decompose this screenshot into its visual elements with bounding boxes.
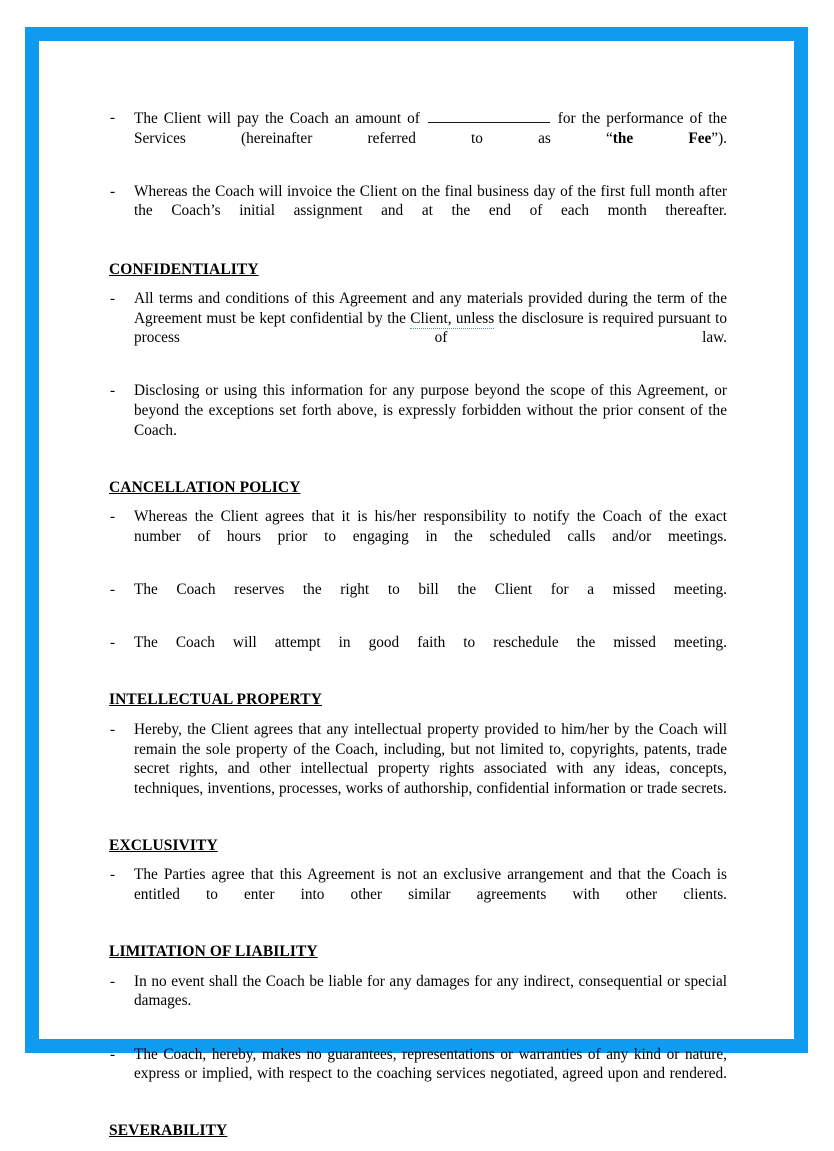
section-heading: EXCLUSIVITY (109, 836, 218, 854)
bullet-text-middle: for the performance of the Services (hereinafter referred to as “ (134, 110, 728, 147)
bullet-item (109, 381, 727, 459)
bullet-dash-marker: - (110, 866, 116, 884)
section-heading: CANCELLATION POLICY (109, 478, 301, 496)
section-heading-wrapper (109, 837, 727, 856)
bullet-dash-marker: - (110, 382, 116, 400)
bullet-item (109, 580, 727, 619)
bullet-text: In no event shall the Coach be liable for any damages for any indirect, consequential or special damages. (134, 972, 727, 1010)
document-body (109, 108, 727, 1151)
bullet-text (134, 289, 727, 367)
bullet-dash-marker: - (110, 972, 116, 990)
bullet-text: The Coach reserves the right to bill the Client for a missed meeting. (134, 581, 727, 599)
bullet-text-prefix: The Client will pay the Coach an amount of (134, 110, 426, 128)
bullet-text: The Parties agree that this Agreement is not an exclusive arrangement and that the Coach is entitled to enter into other similar agreements with other clients. (134, 866, 727, 904)
bullet-text: Disclosing or using this information for any purpose beyond the scope of this Agreement, or beyond the exceptions set forth above, is expressly forbidden without the prior consent of the Coach. (134, 382, 727, 439)
grammar-flagged-text[interactable]: Client, unless (410, 309, 495, 327)
bullet-item (109, 720, 727, 818)
bullet-item (109, 865, 727, 924)
section-heading-wrapper (109, 691, 727, 710)
section-heading-wrapper (109, 943, 727, 962)
bullet-dash-marker: - (110, 634, 116, 652)
bullet-item (109, 108, 727, 168)
section-heading-wrapper (109, 479, 727, 498)
bullet-text-suffix: the disclosure is required pursuant to process of law. (134, 309, 727, 347)
bullet-dash-marker: - (110, 581, 116, 599)
bullet-text: Whereas the Coach will invoice the Client on the final business day of the first full month after the Coach’s initial assignment and at the end of each month thereafter. (134, 182, 727, 220)
bullet-text: The Coach will attempt in good faith to reschedule the missed meeting. (134, 634, 727, 652)
bullet-dash-marker: - (110, 508, 116, 526)
section-heading: INTELLECTUAL PROPERTY (109, 691, 322, 709)
bullet-item (109, 289, 727, 367)
bullet-item (109, 182, 727, 241)
section-heading: LIMITATION OF LIABILITY (109, 943, 318, 961)
section-heading: SEVERABILITY (109, 1122, 228, 1140)
bullet-item (109, 1045, 727, 1104)
bullet-dash-marker: - (110, 182, 116, 200)
bullet-item (109, 507, 727, 566)
bullet-text: The Coach, hereby, makes no guarantees, representations or warranties of any kind or nature, express or implied, with respect to the coaching services negotiated, agreed upon and rendered. (134, 1045, 727, 1083)
defined-term-the-fee: the Fee (612, 129, 712, 147)
bullet-text-suffix: ”). (711, 129, 727, 147)
section-heading-wrapper (109, 1122, 727, 1141)
bullet-text-prefix: All terms and conditions of this Agreement and any materials provided during the term of the Agreement must be kept confidential by the (134, 290, 727, 327)
bullet-text: Whereas the Client agrees that it is his/her responsibility to notify the Coach of the exact number of hours prior to engaging in the scheduled calls and/or meetings. (134, 508, 727, 545)
bullet-dash-marker: - (110, 109, 116, 126)
bullet-dash-marker: - (110, 290, 116, 308)
bullet-text (134, 108, 727, 168)
bullet-dash-marker: - (110, 1045, 116, 1063)
bullet-text: Hereby, the Client agrees that any intellectual property provided to him/her by the Coach will remain the sole property of the Coach, including, but not limited to, copyrights, patents, trade secret rights, and other intellectual property rights associated with any ideas, concepts, techniques, inventions, processes, works of authorship, confidential information or trade secrets. (134, 720, 727, 797)
bullet-item (109, 972, 727, 1031)
fill-in-blank-field[interactable] (428, 108, 550, 123)
bullet-dash-marker: - (110, 720, 116, 738)
bullet-item (109, 633, 727, 672)
section-heading-wrapper (109, 261, 727, 280)
section-heading: CONFIDENTIALITY (109, 260, 259, 278)
